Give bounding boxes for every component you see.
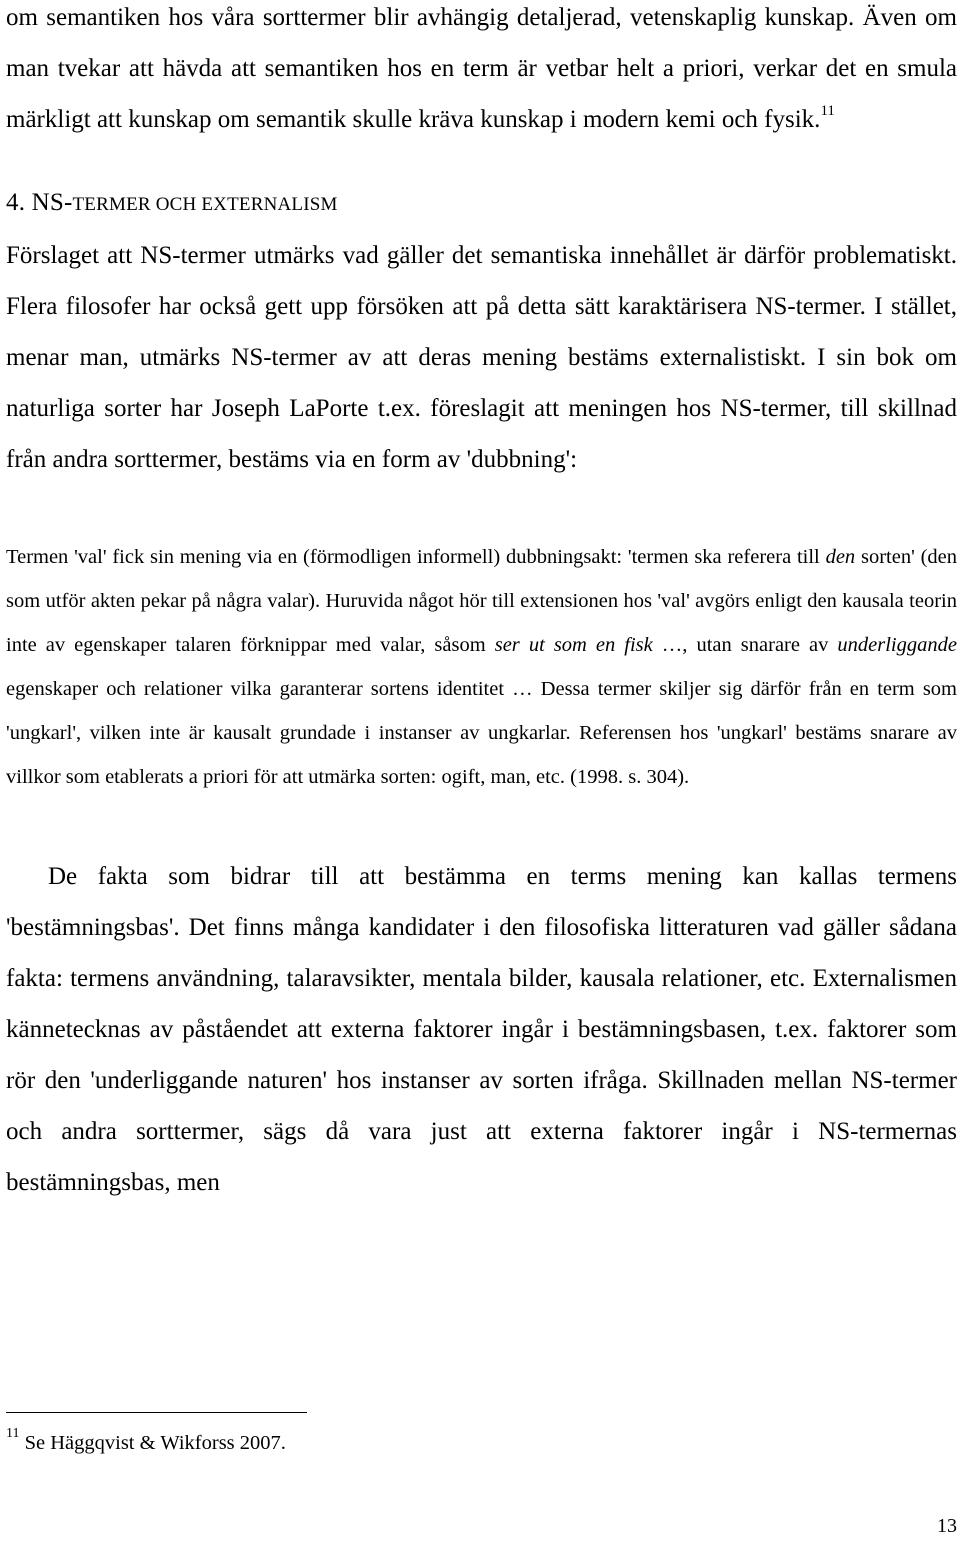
document-page <box>6 0 957 1543</box>
section-number: 4. NS- <box>6 189 73 216</box>
body-paragraph-2 <box>6 851 957 1208</box>
quote-italic-1: den <box>825 546 856 568</box>
footnote-separator <box>6 1412 307 1413</box>
quote-text-4: egenskaper och relationer vilka garanterar sortens identitet … Dessa termer skiljer sig därför från en term som 'ungkarl', vilken inte är kausalt grundade i instanser av ungkarlar. Referensen hos 'ungkarl' bestäms snarare av villkor som etablerats a priori för att utmärka sorten: ogift, man, etc. (1998. s. 304). <box>6 678 957 788</box>
footnote <box>6 1426 286 1460</box>
footnote-number: 11 <box>6 1426 20 1442</box>
quote-italic-3: underliggande <box>837 634 957 656</box>
section-title: TERMER OCH EXTERNALISM <box>72 194 338 215</box>
quote-text-1: Termen 'val' fick sin mening via en (förmodligen informell) dubbningsakt: 'termen ska referera till <box>6 546 826 568</box>
body-paragraph-2-text: De fakta som bidrar till att bestämma en terms mening kan kallas termens 'bestämningsbas'. Det finns många kandidater i den filosofiska litteraturen vad gäller sådana fakta: termens användning, talaravsikter, mentala bilder, kausala relationer, etc. Externalismen kännetecknas av påståendet att externa faktorer ingår i bestämningsbasen, t.ex. faktorer som rör den 'underliggande naturen' hos instanser av sorten ifråga. Skillnaden mellan NS-termer och andra sorttermer, sägs då vara just att externa faktorer ingår i NS-termernas bestämningsbas, men <box>6 863 957 1196</box>
body-paragraph-1: Förslaget att NS-termer utmärks vad gäller det semantiska innehållet är därför problematiskt. Flera filosofer har också gett upp försöken att på detta sätt karaktärisera NS-termer. I stället, menar man, utmärks NS-termer av att deras mening bestäms externalistiskt. I sin bok om naturliga sorter har Joseph LaPorte t.ex. föreslagit att meningen hos NS-termer, till skillnad från andra sorttermer, bestäms via en form av 'dubbning': <box>6 242 957 473</box>
quote-italic-2: ser ut som en fisk <box>494 634 653 656</box>
intro-text: om semantiken hos våra sorttermer blir avhängig detaljerad, vetenskaplig kunskap. Även om man tvekar att hävda att semantiken hos en term är vetbar helt a priori, verkar det en smula märkligt att kunskap om semantik skulle kräva kunskap i modern kemi och fysik. <box>6 4 957 133</box>
quote-text-3: …, utan snarare av <box>652 634 838 656</box>
footnote-reference[interactable]: 11 <box>820 102 835 119</box>
section-heading <box>6 177 957 230</box>
quote-text-2: sorten' (den som utför akten pekar på några valar). Huruvida något hör till extensionen hos 'val' avgörs enligt den kausala teorin inte av egenskaper talaren förknippar med valar, såsom <box>6 546 958 656</box>
page-number: 13 <box>937 1515 957 1537</box>
block-quote <box>6 535 957 799</box>
intro-paragraph <box>6 0 957 145</box>
footnote-text: Se Häggqvist & Wikforss 2007. <box>19 1432 286 1454</box>
